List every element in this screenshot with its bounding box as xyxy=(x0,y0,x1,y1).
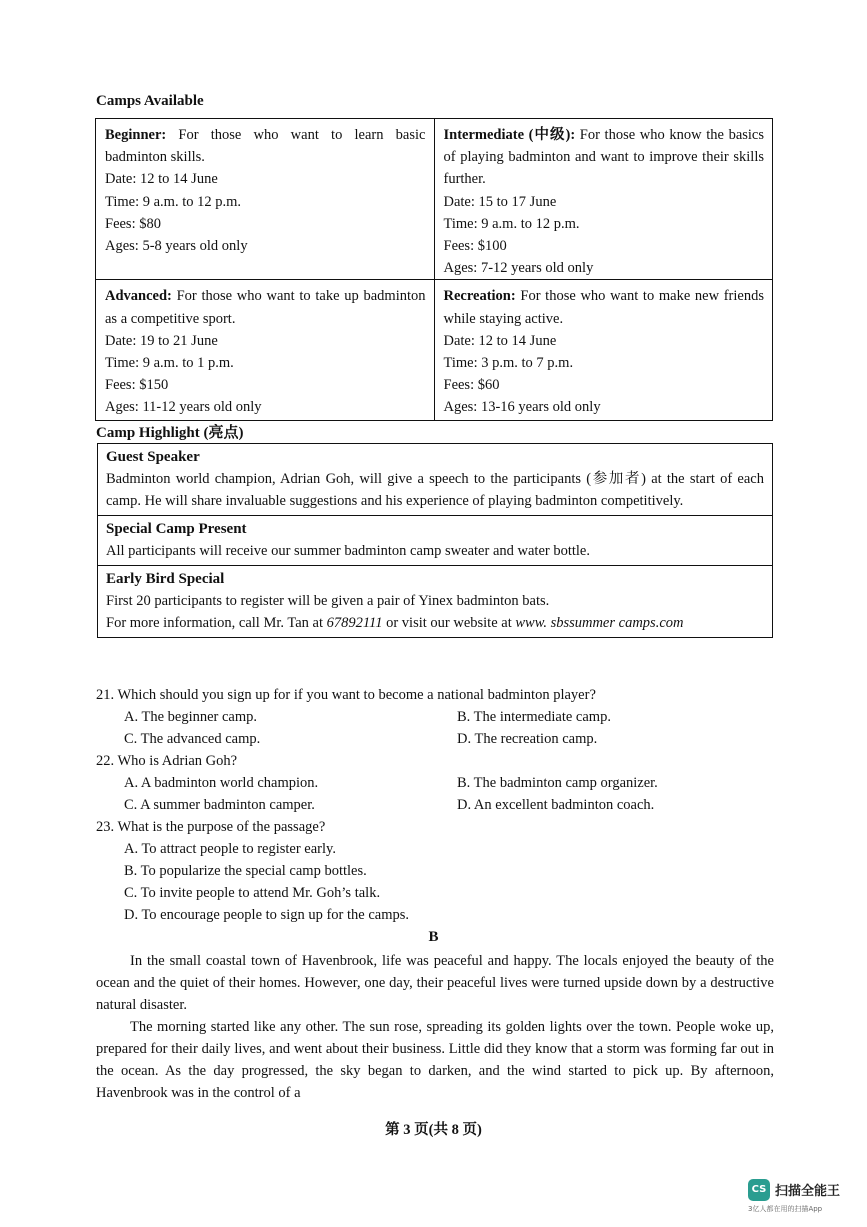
question-stem: 21. Which should you sign up for if you want to become a national badminton player? xyxy=(96,687,596,703)
camps-table xyxy=(95,118,773,421)
camp-fees: Fees: $150 xyxy=(105,377,169,394)
camp-present-title: Special Camp Present xyxy=(106,521,247,537)
camp-present-box xyxy=(98,516,772,566)
camp-ages: Ages: 5-8 years old only xyxy=(105,238,248,255)
camp-time: Time: 9 a.m. to 1 p.m. xyxy=(105,355,234,372)
camps-section-title: Camps Available xyxy=(96,93,204,109)
camp-time: Time: 9 a.m. to 12 p.m. xyxy=(105,193,242,210)
page-number: 第 3 页(共 8 页) xyxy=(385,1122,482,1138)
camp-name: Beginner xyxy=(105,127,162,143)
camp-name: Intermediate (中级) xyxy=(443,127,571,143)
camp-date: Date: 15 to 17 June xyxy=(443,193,557,210)
guest-speaker-title: Guest Speaker xyxy=(106,449,200,465)
camp-name: Advanced xyxy=(105,288,168,305)
camp-description: Advanced: For those who want to take up badminton as a competitive sport. xyxy=(105,288,426,327)
option-c: C. To invite people to attend Mr. Goh’s talk. xyxy=(124,885,381,901)
camp-name: Recreation xyxy=(443,288,511,305)
early-bird-title: Early Bird Special xyxy=(106,571,225,587)
option-row xyxy=(96,728,776,750)
camp-time: Time: 3 p.m. to 7 p.m. xyxy=(443,355,574,372)
camp-description: Intermediate (中级): For those who know the basics of playing badminton and want to improve their skills further. xyxy=(443,127,764,188)
camp-date: Date: 12 to 14 June xyxy=(105,171,218,188)
camp-ages: Ages: 7-12 years old only xyxy=(443,260,594,277)
camp-cell-advanced xyxy=(96,280,435,421)
camp-cell-intermediate xyxy=(434,119,773,280)
highlight-section-title: Camp Highlight (亮点) xyxy=(96,425,244,441)
option-row xyxy=(96,772,776,794)
option-row xyxy=(96,794,776,816)
camp-time: Time: 9 a.m. to 12 p.m. xyxy=(443,215,580,232)
question-stem: 23. What is the purpose of the passage? xyxy=(96,819,326,835)
part-b-heading: B xyxy=(428,929,439,945)
passage-paragraph: The morning started like any other. The sun rose, spreading its golden lights over the town. People woke up, prepared for their daily lives, and went about their business. Little did they know that a storm was forming far out in the ocean. As the day progressed, the sky began to darken, and the wind started to pick up. By afternoon, Havenbrook was in the control of a xyxy=(96,1019,774,1101)
camp-ages: Ages: 11-12 years old only xyxy=(105,399,262,416)
option-b: B. To popularize the special camp bottles. xyxy=(124,863,367,879)
camp-description: Recreation: For those who want to make new friends while staying active. xyxy=(443,288,764,327)
scanner-logo-icon: CS xyxy=(748,1179,770,1201)
question-stem: 22. Who is Adrian Goh? xyxy=(96,753,238,769)
scanner-tagline: 3亿人都在用的扫描App xyxy=(748,1205,823,1213)
reading-passage xyxy=(96,950,774,1104)
website-link: www. sbssummer camps.com xyxy=(515,615,684,631)
option-d: D. An excellent badminton coach. xyxy=(457,797,655,813)
camp-cell-beginner xyxy=(96,119,435,280)
camp-date: Date: 19 to 21 June xyxy=(105,332,218,349)
option-c: C. A summer badminton camper. xyxy=(124,797,315,813)
camp-present-text: All participants will receive our summer badminton camp sweater and water bottle. xyxy=(106,543,590,559)
question-list xyxy=(96,684,776,926)
guest-speaker-text: Badminton world champion, Adrian Goh, will give a speech to the participants (参加者) at the start of each camp. He will share invaluable suggestions and his experience of playing badminton competitively. xyxy=(106,471,764,509)
camp-fees: Fees: $100 xyxy=(443,238,507,255)
scanner-watermark xyxy=(748,1179,853,1217)
scanner-app-name: 扫描全能王 xyxy=(775,1184,841,1199)
camp-date: Date: 12 to 14 June xyxy=(443,332,557,349)
early-bird-box xyxy=(98,566,772,637)
option-d: D. To encourage people to sign up for the camps. xyxy=(124,907,410,923)
option-c: C. The advanced camp. xyxy=(124,731,261,747)
camp-ages: Ages: 13-16 years old only xyxy=(443,399,601,416)
contact-info: For more information, call Mr. Tan at 67892111 or visit our website at www. sbssummer camps.com xyxy=(106,615,684,631)
option-a: A. A badminton world champion. xyxy=(124,775,319,791)
option-a: A. To attract people to register early. xyxy=(124,841,336,857)
camp-description: Beginner: For those who want to learn basic badminton skills. xyxy=(105,127,426,166)
camp-cell-recreation xyxy=(434,280,773,421)
passage-paragraph: In the small coastal town of Havenbrook, life was peaceful and happy. The locals enjoyed the beauty of the ocean and the quiet of their homes. However, one day, their peaceful lives were turned upside down by a destructive natural disaster. xyxy=(96,953,774,1013)
early-bird-text: First 20 participants to register will be given a pair of Yinex badminton bats. xyxy=(106,593,550,609)
camp-highlights xyxy=(97,443,773,638)
guest-speaker-box xyxy=(98,444,772,516)
option-row xyxy=(96,706,776,728)
camp-fees: Fees: $60 xyxy=(443,377,500,394)
option-d: D. The recreation camp. xyxy=(457,731,598,747)
option-a: A. The beginner camp. xyxy=(124,709,258,725)
phone-number: 67892111 xyxy=(326,615,383,631)
option-b: B. The intermediate camp. xyxy=(457,709,611,725)
option-b: B. The badminton camp organizer. xyxy=(457,775,658,791)
camp-fees: Fees: $80 xyxy=(105,215,161,232)
